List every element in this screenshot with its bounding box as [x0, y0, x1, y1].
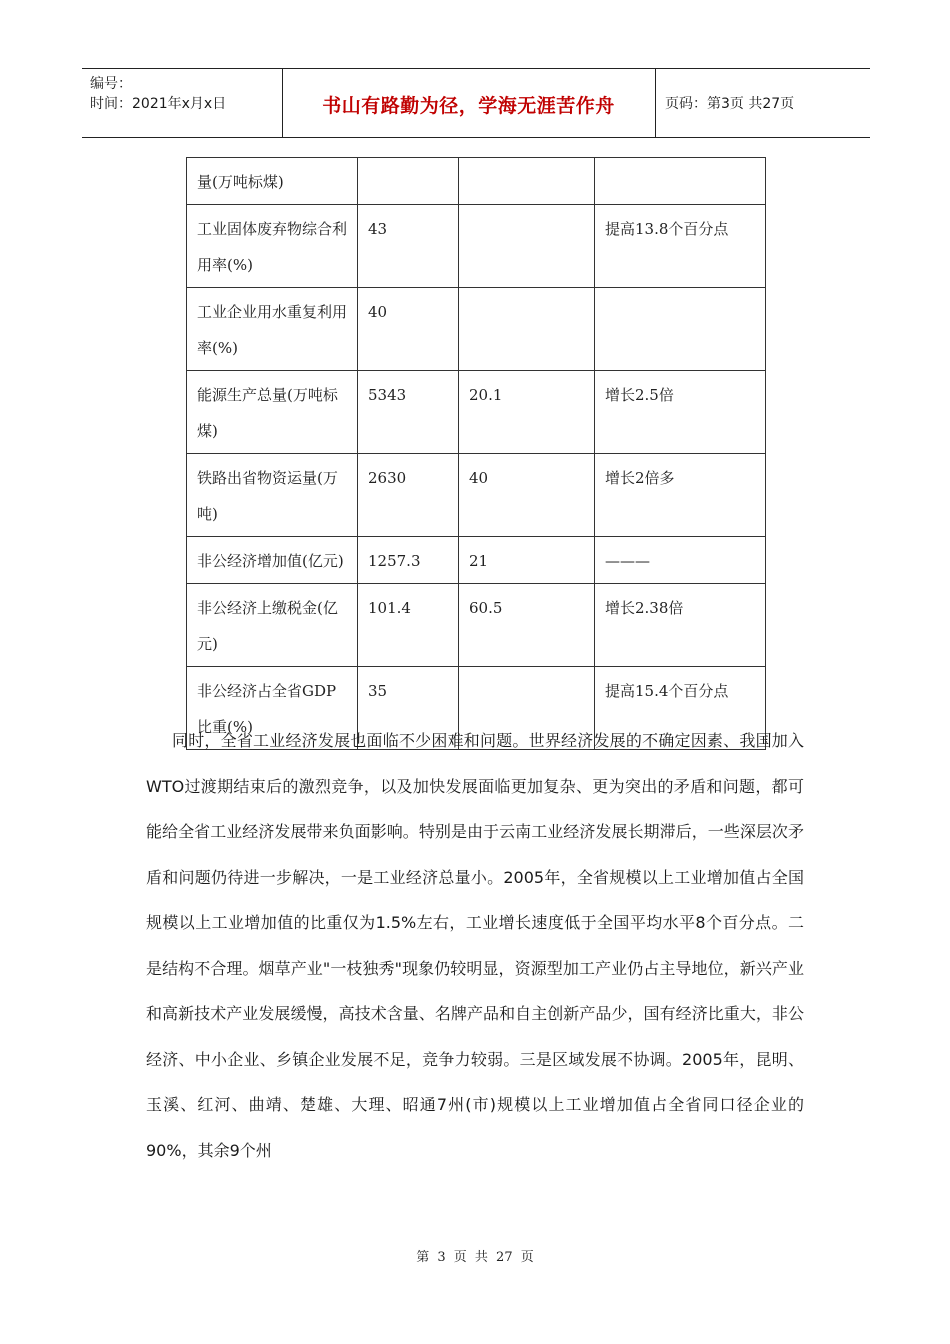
table-cell: 非公经济上缴税金(亿元) [187, 584, 358, 667]
table-cell: 增长2.5倍 [595, 371, 766, 454]
header-motto-cell [282, 69, 656, 137]
table-row [187, 205, 766, 288]
table-cell: 40 [358, 288, 459, 371]
table-cell: 60.5 [459, 584, 595, 667]
table-cell: 提高15.4个百分点 [595, 667, 766, 750]
page-footer: 第 3 页 共 27 页 [416, 1250, 534, 1265]
page-header [82, 68, 870, 138]
body-paragraph: 同时，全省工业经济发展也面临不少困难和问题。世界经济发展的不确定因素、我国加入WTO过渡期结束后的激烈竞争，以及加快发展面临更加复杂、更为突出的矛盾和问题，都可能给全省工业经济发展带来负面影响。特别是由于云南工业经济发展长期滞后，一些深层次矛盾和问题仍待进一步解决，一是工业经济总量小。2005年，全省规模以上工业增加值占全国规模以上工业增加值的比重仅为1.5%左右，工业增长速度低于全国平均水平8个百分点。二是结构不合理。烟草产业"一枝独秀"现象仍较明显，资源型加工产业仍占主导地位，新兴产业和高新技术产业发展缓慢，高技术含量、名牌产品和自主创新产品少，国有经济比重大，非公经济、中小企业、乡镇企业发展不足，竞争力较弱。三是区域发展不协调。2005年，昆明、玉溪、红河、曲靖、楚雄、大理、昭通7州(市)规模以上工业增加值占全省同口径企业的90%，其余9个州 [146, 731, 804, 1160]
table-cell: 1257.3 [358, 537, 459, 584]
table-row [187, 288, 766, 371]
table-cell: 增长2.38倍 [595, 584, 766, 667]
table-cell: 非公经济增加值(亿元) [187, 537, 358, 584]
table-cell: 101.4 [358, 584, 459, 667]
table-cell: 铁路出省物资运量(万吨) [187, 454, 358, 537]
statistics-table [186, 157, 766, 750]
document-time-label: 时间：2021年x月x日 [90, 96, 227, 112]
table-cell: 提高13.8个百分点 [595, 205, 766, 288]
table-cell: 35 [358, 667, 459, 750]
table-cell: 21 [459, 537, 595, 584]
table-cell: 20.1 [459, 371, 595, 454]
table-cell: 工业企业用水重复利用率(%) [187, 288, 358, 371]
header-motto: 书山有路勤为径，学海无涯苦作舟 [322, 95, 615, 117]
document-code-label: 编号： [90, 76, 132, 92]
table-row [187, 158, 766, 205]
table-cell [595, 288, 766, 371]
table-cell: 40 [459, 454, 595, 537]
table-row [187, 454, 766, 537]
table-cell: 工业固体废弃物综合利用率(%) [187, 205, 358, 288]
header-meta-cell [82, 69, 283, 137]
header-page-info: 页码：第3页 共27页 [665, 96, 795, 112]
table-cell [595, 158, 766, 205]
table-cell: 能源生产总量(万吨标煤) [187, 371, 358, 454]
table-cell: ——— [595, 537, 766, 584]
header-page-cell [655, 69, 870, 137]
table-cell [459, 288, 595, 371]
table-cell: 2630 [358, 454, 459, 537]
table-cell: 增长2倍多 [595, 454, 766, 537]
table-cell [459, 205, 595, 288]
table-row [187, 537, 766, 584]
table-cell: 43 [358, 205, 459, 288]
table-row [187, 584, 766, 667]
table-cell [358, 158, 459, 205]
table-cell: 非公经济占全省GDP比重(%) [187, 667, 358, 750]
table-cell: 5343 [358, 371, 459, 454]
table-cell [459, 158, 595, 205]
table-cell: 量(万吨标煤) [187, 158, 358, 205]
table-row [187, 371, 766, 454]
